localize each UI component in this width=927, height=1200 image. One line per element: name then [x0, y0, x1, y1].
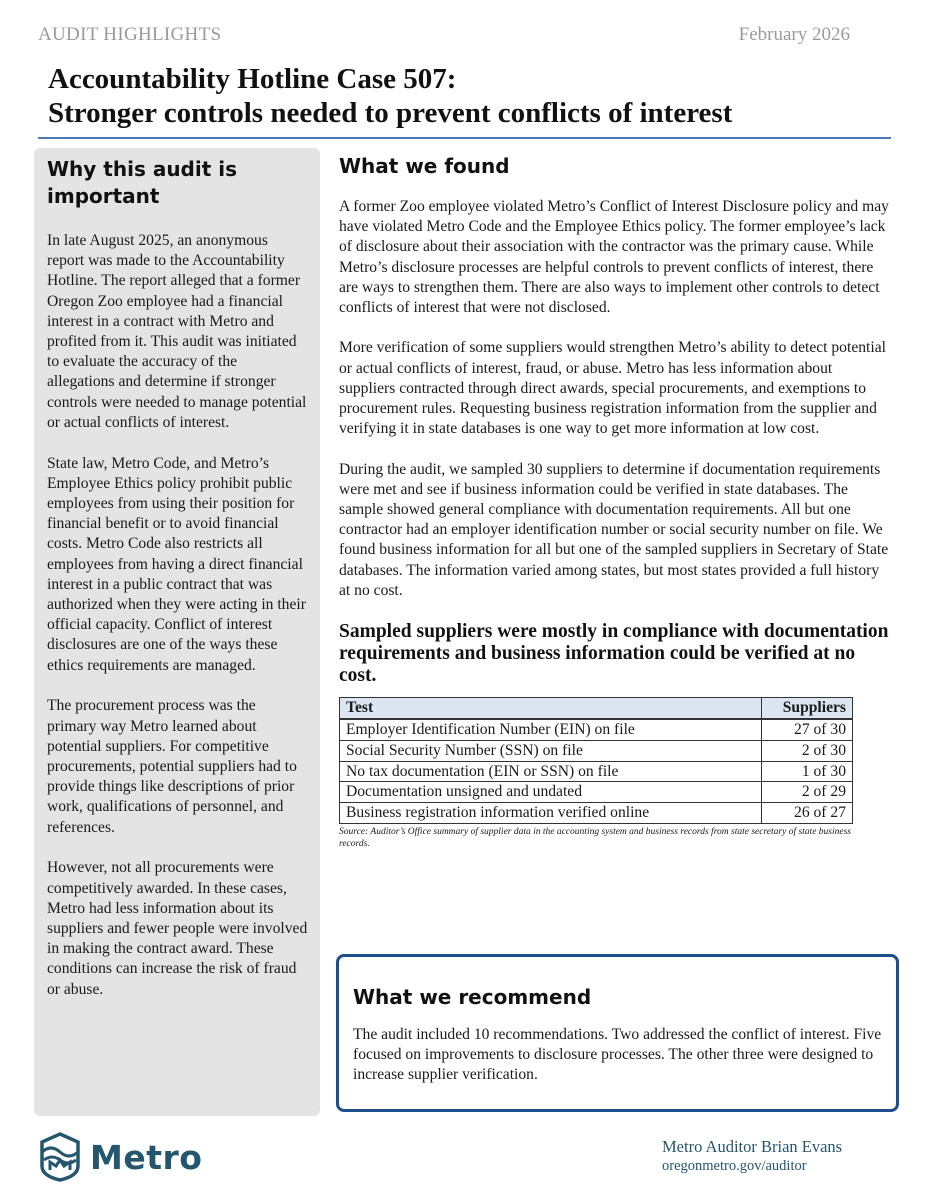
title-line-2: Stronger controls needed to prevent conflicts of interest	[48, 97, 733, 129]
suppliers-cell: 2 of 29	[762, 782, 853, 803]
supplier-sample-table	[339, 697, 853, 824]
suppliers-cell: 27 of 30	[762, 719, 853, 740]
metro-logo-icon	[38, 1132, 82, 1182]
auditor-name: Metro Auditor Brian Evans	[662, 1137, 843, 1156]
table-header-row	[340, 698, 853, 719]
column-header-suppliers: Suppliers	[762, 698, 853, 719]
suppliers-cell: 26 of 27	[762, 803, 853, 824]
table-title: Sampled suppliers were mostly in compliance with documentation requirements and business information could be verified at no cost.	[339, 621, 889, 687]
publication-date: February 2026	[738, 24, 850, 45]
table-source-note: Source: Auditor’s Office summary of supplier data in the accounting system and business records from state secretary of state business records.	[339, 827, 851, 849]
sidebar-paragraph: The procurement process was the primary way Metro learned about potential suppliers. For competitive procurements, potential suppliers had to provide things like descriptions of prior work, qualifications of personnel, and references.	[47, 697, 297, 836]
test-cell: Business registration information verified online	[340, 803, 762, 824]
top-bar	[38, 22, 850, 52]
test-cell: No tax documentation (EIN or SSN) on file	[340, 761, 762, 782]
found-heading: What we found	[339, 154, 510, 178]
footer-credits	[662, 1137, 902, 1175]
page-title	[48, 62, 888, 130]
test-cell: Documentation unsigned and undated	[340, 782, 762, 803]
table-row	[340, 761, 853, 782]
title-line-1: Accountability Hotline Case 507:	[48, 63, 457, 95]
found-paragraph: A former Zoo employee violated Metro’s Conflict of Interest Disclosure policy and may have violated Metro Code and the Employee Ethics policy. The former employee’s lack of disclosure about their association with the contractor was the primary cause. While Metro’s disclosure processes are helpful controls to prevent conflicts of interest, there are ways to strengthen them. There are also ways to implement other controls to detect conflicts of interest that were not disclosed.	[339, 198, 889, 317]
found-paragraph: During the audit, we sampled 30 suppliers to determine if documentation requirements were met and see if business information could be verified in state databases. The sample showed general compliance with documentation requirements. All but one contractor had an employer identification number or social security number on file. We found business information for all but one of the sampled suppliers in Secretary of State databases. The information varied among states, but most states provided a full history at no cost.	[339, 460, 889, 599]
table-row	[340, 740, 853, 761]
test-cell: Social Security Number (SSN) on file	[340, 740, 762, 761]
what-we-recommend-box	[336, 954, 899, 1112]
auditor-url: oregonmetro.gov/auditor	[662, 1158, 807, 1174]
suppliers-cell: 2 of 30	[762, 740, 853, 761]
why-important-sidebar	[34, 148, 320, 1116]
document-kicker: AUDIT HIGHLIGHTS	[38, 24, 222, 45]
sidebar-paragraph: State law, Metro Code, and Metro’s Employee Ethics policy prohibit public employees from using their position for financial benefit or to avoid financial costs. Metro Code also restricts all employees from having a direct financial interest in a public contract that was authorized when they were acting in their official capacity. Conflict of interest disclosures are one of the ways these ethics requirements are managed.	[47, 454, 306, 674]
recommend-heading: What we recommend	[353, 985, 592, 1009]
what-we-found-section	[339, 152, 889, 850]
metro-logo-text: Metro	[90, 1138, 203, 1177]
table-row	[340, 803, 853, 824]
table-row	[340, 719, 853, 740]
sidebar-heading: Why this audit is important	[47, 157, 238, 208]
found-paragraph: More verification of some suppliers would strengthen Metro’s ability to detect potential or actual conflicts of interest, fraud, or abuse. Metro has less information about suppliers contracted through direct awards, special procurements, and exemptions to procurement rules. Requesting business registration information from the supplier and verifying it in state databases is one way to get more information at low cost.	[339, 339, 886, 438]
sidebar-paragraph: In late August 2025, an anonymous report was made to the Accountability Hotline. The report alleged that a former Oregon Zoo employee had a financial interest in a contract with Metro and profited from it. This audit was initiated to evaluate the accuracy of the allegations and determine if stronger controls were needed to manage potential or actual conflicts of interest.	[47, 232, 307, 431]
metro-logo	[38, 1132, 208, 1186]
table-row	[340, 782, 853, 803]
title-divider	[38, 137, 891, 139]
suppliers-cell: 1 of 30	[762, 761, 853, 782]
test-cell: Employer Identification Number (EIN) on file	[340, 719, 762, 740]
sidebar-paragraph: However, not all procurements were competitively awarded. In these cases, Metro had less information about its suppliers and fewer people were involved in making the contract award. These conditions can increase the risk of fraud or abuse.	[47, 859, 308, 998]
column-header-test: Test	[340, 698, 762, 719]
recommend-text: The audit included 10 recommendations. Two addressed the conflict of interest. Five focused on improvements to disclosure processes. The other three were designed to increase supplier verification.	[353, 1026, 882, 1084]
